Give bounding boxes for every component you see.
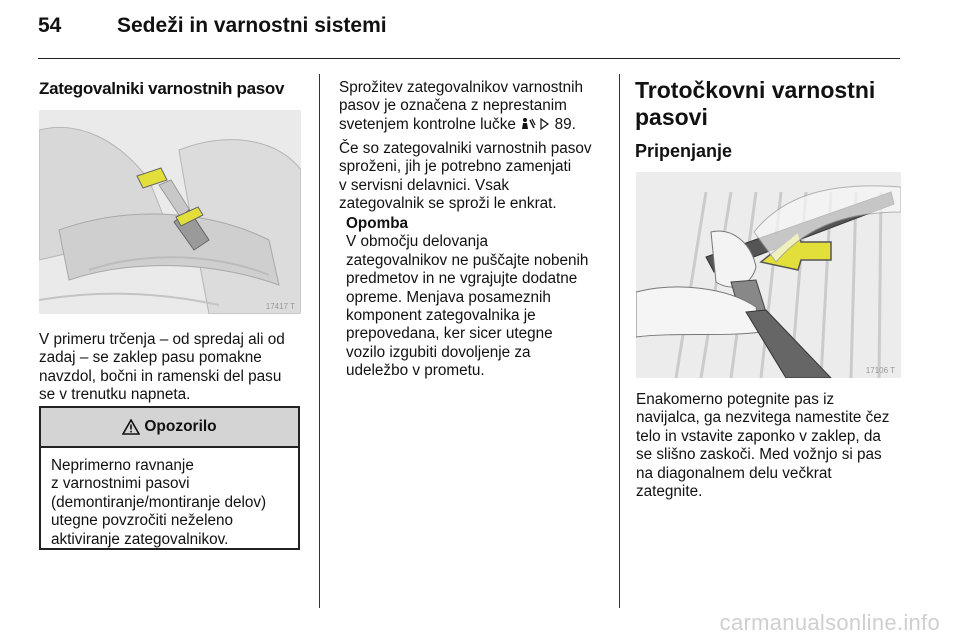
warning-body: [41, 448, 298, 549]
warning-title: Opozorilo: [144, 418, 217, 435]
activation-paragraph: [339, 79, 611, 134]
text-line: se slišno zaskoči. Med vožnjo si pas: [636, 446, 882, 464]
text-line: predmetov in ne vgrajujte dodatne: [346, 270, 578, 288]
text-line: [339, 116, 611, 134]
text-line: V območju delovanja: [346, 233, 489, 251]
section-heading-pretensioners: Zategovalniki varnostnih pasov: [39, 79, 285, 98]
text-line: navzdol, bočni in ramenski del pasu: [39, 367, 282, 385]
page-reference[interactable]: 89.: [554, 115, 576, 133]
text-line: pasov je označena z neprestanim: [339, 97, 567, 115]
column-divider-2: [619, 74, 620, 608]
warning-triangle-icon: [122, 419, 140, 435]
text-line: zategnite.: [636, 483, 703, 501]
text-line: zadaj – se zaklep pasu pomakne: [39, 349, 262, 367]
page-heading: Sedeži in varnostni sistemi: [117, 14, 387, 37]
text-line: se v trenutku napneta.: [39, 386, 191, 404]
text-line: V primeru trčenja – od spredaj ali od: [39, 331, 285, 348]
text-line: aktiviranje zategovalnikov.: [51, 530, 229, 548]
title-line: Trotočkovni varnostni: [635, 77, 876, 103]
title-line: pasovi: [635, 104, 708, 130]
text-line: z varnostnimi pasovi: [51, 475, 190, 493]
text-line: Neprimerno ravnanje: [51, 457, 194, 474]
seat-buckle-drawing: [39, 110, 301, 314]
seatbelt-pretensioner-warning-light-icon: [520, 117, 536, 131]
pretensioner-illustration: [39, 110, 301, 314]
warning-header: [41, 408, 298, 448]
text-line: Sprožitev zategovalnikov varnostnih: [339, 79, 584, 96]
text-line: sproženi, jih je potrebno zamenjati: [339, 158, 572, 176]
fastening-paragraph: [636, 391, 908, 501]
text-line: na diagonalnem delu večkrat: [636, 464, 832, 482]
note-title: Opomba: [346, 215, 409, 232]
page-number: 54: [38, 14, 62, 37]
section-title-three-point-belts: [635, 77, 885, 131]
belt-fastening-drawing: [636, 172, 901, 378]
text-line: vozilo izgubiti dovoljenje za: [346, 343, 531, 361]
fastening-illustration: [636, 172, 901, 378]
header-rule: [38, 58, 900, 59]
text-line: navijalca, ga nezvitega namestite čez: [636, 409, 890, 427]
replacement-paragraph: [339, 140, 611, 214]
text-line: Če so zategovalniki varnostnih pasov: [339, 140, 592, 157]
page-reference-arrow-icon: [540, 118, 550, 130]
text-fragment: svetenjem kontrolne lučke: [339, 115, 516, 133]
text-line: utegne povzročiti neželeno: [51, 512, 233, 530]
text-line: v servisni delavnici. Vsak: [339, 176, 510, 194]
subsection-title-fastening: Pripenjanje: [635, 141, 733, 161]
text-line: zategovalnikov ne puščajte nobenih: [346, 251, 589, 269]
text-line: telo in vstavite zaponko v zaklep, da: [636, 427, 881, 445]
warning-box: [39, 406, 300, 550]
text-line: (demontiranje/montiranje delov): [51, 493, 267, 511]
note-block: [346, 215, 612, 381]
column-divider-1: [319, 74, 320, 608]
text-line: zategovalnik se sproži le enkrat.: [339, 195, 557, 213]
pretensioner-paragraph: [39, 331, 309, 405]
watermark: carmanualsonline.info: [719, 610, 940, 635]
text-line: komponent zategovalnika je: [346, 307, 536, 325]
figure-id: 17417 T: [265, 302, 295, 311]
text-line: Enakomerno potegnite pas iz: [636, 391, 835, 408]
figure-id: 17106 T: [865, 366, 895, 375]
text-line: prepovedana, ker sicer utegne: [346, 325, 553, 343]
text-line: udeležbo v prometu.: [346, 362, 485, 380]
text-line: opreme. Menjava posameznih: [346, 288, 551, 306]
